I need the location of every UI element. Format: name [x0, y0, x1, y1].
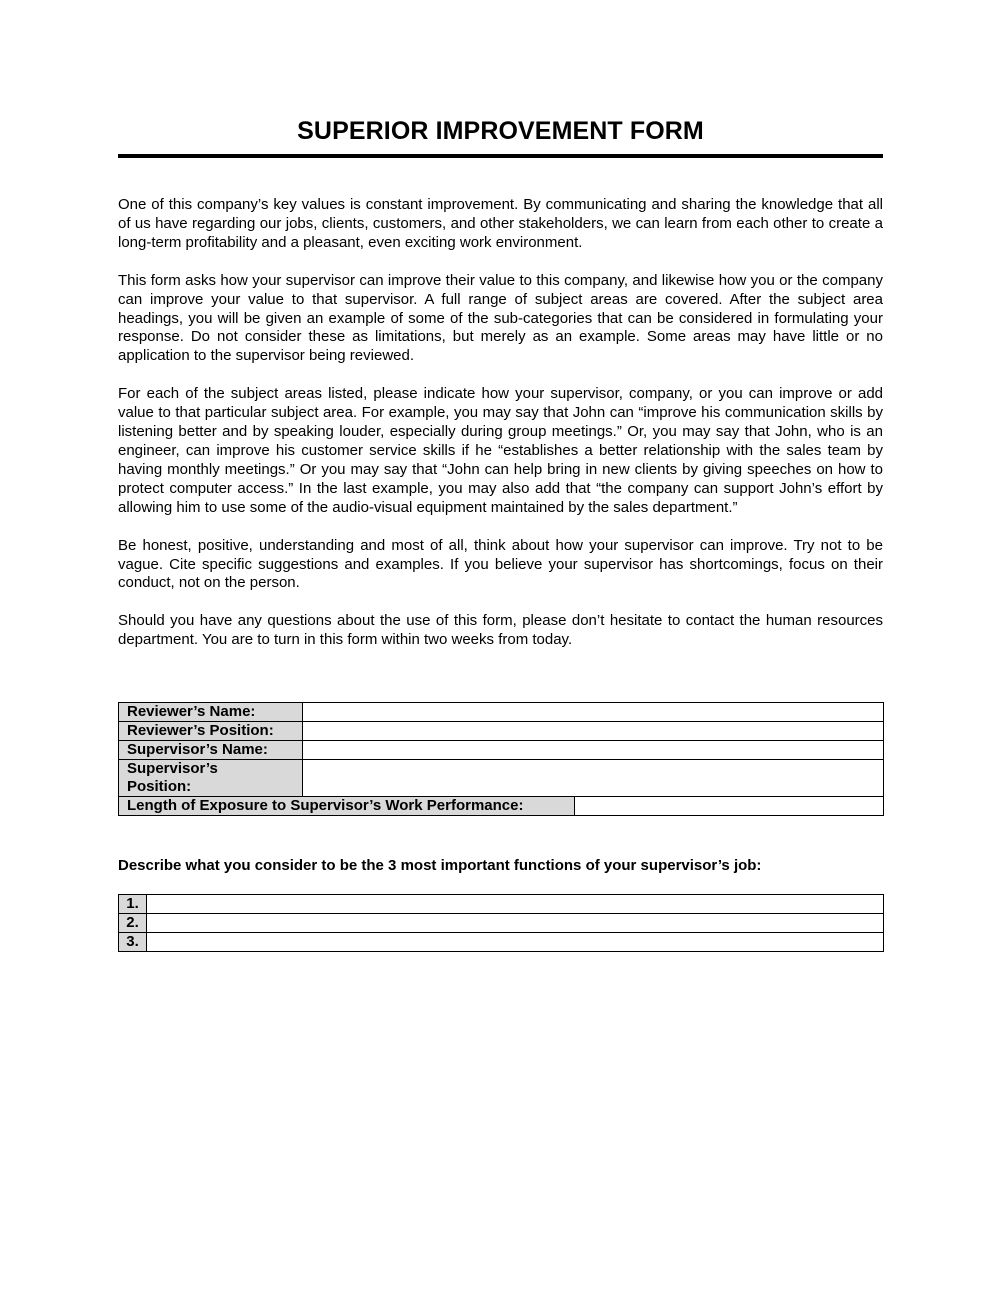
intro-paragraph-4: Be honest, positive, understanding and most of all, think about how your supervisor can improve. Try not to be vague. Cite specific suggestions and examples. If you believe your supervisor has shortcomings, focus on their conduct, not on the person.: [118, 536, 883, 592]
intro-paragraph-5: Should you have any questions about the use of this form, please don’t hesitate to contact the human resources department. You are to turn in this form within two weeks from today.: [118, 612, 883, 649]
instructions-section: [118, 196, 883, 669]
exposure-length-field[interactable]: [575, 797, 884, 816]
supervisor-name-label: Supervisor’s Name:: [119, 741, 303, 760]
function-number-3: 3.: [119, 933, 147, 952]
function-field-1[interactable]: [147, 895, 884, 914]
title-divider: [118, 154, 883, 158]
supervisor-position-label-line1: Supervisor’s: [127, 760, 218, 777]
supervisor-position-label-line2: Position:: [127, 778, 192, 795]
table-row: [119, 933, 884, 952]
reviewer-name-field[interactable]: [303, 703, 884, 722]
supervisor-name-field[interactable]: [303, 741, 884, 760]
reviewer-position-field[interactable]: [303, 722, 884, 741]
table-row: [119, 722, 884, 741]
functions-heading: Describe what you consider to be the 3 most important functions of your supervisor’s job:: [118, 857, 762, 874]
reviewer-name-label: Reviewer’s Name:: [119, 703, 303, 722]
table-row: [119, 797, 884, 816]
table-row: [119, 703, 884, 722]
function-field-3[interactable]: [147, 933, 884, 952]
function-number-1: 1.: [119, 895, 147, 914]
table-row: [119, 760, 884, 797]
intro-paragraph-1: One of this company’s key values is constant improvement. By communicating and sharing the knowledge that all of us have regarding our jobs, clients, customers, and other stakeholders, we can learn from each other to create a long-term profitability and a pleasant, even exciting work environment.: [118, 196, 883, 251]
table-row: [119, 741, 884, 760]
table-row: [119, 914, 884, 933]
supervisor-position-field[interactable]: [303, 760, 884, 797]
reviewer-position-label: Reviewer’s Position:: [119, 722, 303, 741]
supervisor-position-label: [119, 760, 303, 797]
function-field-2[interactable]: [147, 914, 884, 933]
intro-paragraph-3: For each of the subject areas listed, please indicate how your supervisor, company, or you can improve or add value to that particular subject area. For example, you may say that John can “improve his communication skills by listening better and by speaking louder, especially during group meetings.” Or, you may say that John, who is an engineer, can improve his customer service skills if he “establishes a better relationship with the sales team by having monthly meetings.” Or you may say that “John can help bring in new clients by giving speeches on how to protect computer access.” In the last example, you may also add that “the company can support John’s effort by allowing him to use some of the audio-visual equipment maintained by the sales department.”: [118, 385, 883, 516]
exposure-length-label: Length of Exposure to Supervisor’s Work Performance:: [119, 797, 575, 816]
document-title: SUPERIOR IMPROVEMENT FORM: [297, 117, 704, 145]
function-number-2: 2.: [119, 914, 147, 933]
reviewer-info-table: [118, 702, 884, 816]
functions-table: [118, 894, 884, 952]
intro-paragraph-2: This form asks how your supervisor can improve their value to this company, and likewise how you or the company can improve your value to that supervisor. A full range of subject areas are covered. After the subject area headings, you will be given an example of some of the sub-categories that can be considered in formulating your response. Do not consider these as limitations, but merely as an example. Some areas may have little or no application to the supervisor being reviewed.: [118, 271, 883, 365]
table-row: [119, 895, 884, 914]
